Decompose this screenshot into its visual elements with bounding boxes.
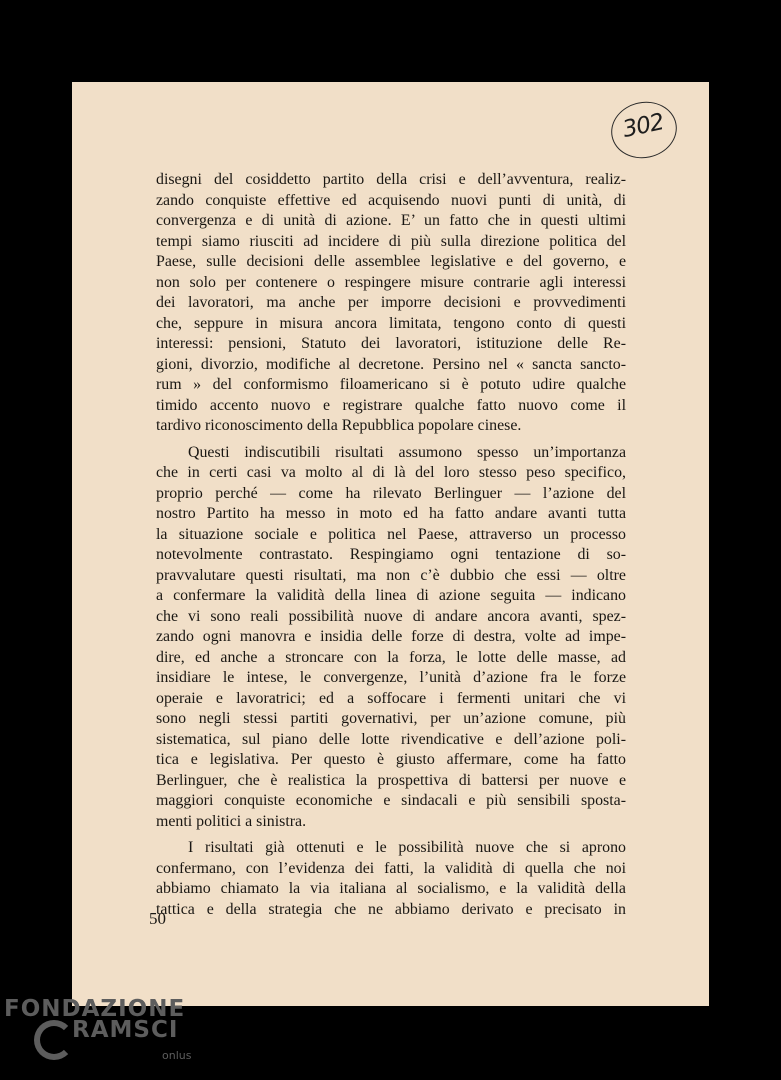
logo-line-3: onlus (162, 1049, 192, 1062)
text-line: I risultati già ottenuti e le possibilità nuove che si aprono (188, 839, 626, 856)
body-text (156, 170, 626, 920)
logo-g-icon (34, 1020, 74, 1060)
text-line: insidiare le intese, le convergenze, l’unità d’azione fra le forze (156, 669, 626, 686)
text-line: Berlinguer, che è realistica la prospettiva di battersi per nuove e (156, 771, 626, 789)
text-line: sono negli stessi partiti governativi, per un’azione comune, più (156, 710, 626, 727)
text-line: timido accento nuovo e registrare qualche fatto nuovo come il (156, 396, 626, 414)
text-line: zando conquiste effettive ed acquisendo nuovi punti di unità, di (156, 191, 626, 209)
logo-line-1: FONDAZIONE (4, 996, 186, 1022)
text-line: gioni, divorzio, modifiche al decretone. Persino nel « sancta sancto- (156, 355, 626, 373)
text-line: abbiamo chiamato la via italiana al socialismo, e la validità della (156, 880, 626, 897)
text-line: operaie e lavoratrici; ed a soffocare i fermenti unitari che vi (156, 689, 626, 707)
text-line: maggiori conquiste economiche e sindacali e più sensibili sposta- (156, 792, 626, 809)
paragraph (156, 838, 626, 920)
logo-line-2: RAMSCI (72, 1017, 179, 1043)
text-line: dei lavoratori, ma anche per imporre decisioni e provvedimenti (156, 294, 626, 311)
text-line: Paese, sulle decisioni delle assemblee legislative e del governo, e (156, 253, 626, 270)
paragraph (156, 443, 626, 833)
text-line: proprio perché — come ha rilevato Berlinguer — l’azione del (156, 484, 626, 502)
text-line: rum » del conformismo filoamericano si è potuto udire qualche (156, 376, 626, 393)
text-line: che, seppure in misura ancora limitata, tengono conto di questi (156, 314, 626, 332)
text-line: dire, ed anche a stroncare con la forza, le lotte delle masse, ad (156, 648, 626, 666)
text-line: la situazione sociale e politica nel Paese, attraverso un processo (156, 525, 626, 543)
text-line: zando ogni manovra e insidia delle forze di destra, volte ad impe- (156, 628, 626, 645)
text-line: nostro Partito ha messo in moto ed ha fatto andare avanti tutta (156, 505, 626, 522)
text-line: sistematica, sul piano delle lotte rivendicative e dell’azione poli- (156, 730, 626, 748)
text-line: tattica e della strategia che ne abbiamo derivato e precisato in (156, 900, 626, 918)
text-line: notevolmente contrastato. Respingiamo ogni tentazione di so- (156, 546, 626, 563)
text-line: non solo per contenere o respingere misure contrarie agli interessi (156, 273, 626, 291)
text-line: tica e legislativa. Per questo è giusto affermare, come ha fatto (156, 751, 626, 768)
text-line: confermano, con l’evidenza dei fatti, la validità di quella che noi (156, 859, 626, 877)
text-line: che in certi casi va molto al di là del loro stesso peso specifico, (156, 464, 626, 481)
text-line: che vi sono reali possibilità nuove di andare ancora avanti, spez- (156, 607, 626, 625)
page-number: 50 (149, 909, 166, 928)
text-line: tempi siamo riusciti ad incidere di più sulla direzione politica del (156, 232, 626, 250)
fondazione-gramsci-logo (4, 996, 204, 1076)
text-line: convergenza e di unità di azione. E’ un fatto che in questi ultimi (156, 212, 626, 229)
text-line: tardivo riconoscimento della Repubblica popolare cinese. (156, 417, 522, 434)
text-line: interessi: pensioni, Statuto dei lavoratori, istituzione delle Re- (156, 335, 626, 352)
annotation-text: 302 (620, 109, 666, 144)
text-line: pravvalutare questi risultati, ma non c’è dubbio che essi — oltre (156, 566, 626, 584)
paragraph (156, 170, 626, 437)
text-line: Questi indiscutibili risultati assumono spesso un’importanza (188, 443, 626, 461)
text-line: menti politici a sinistra. (156, 812, 307, 830)
text-line: disegni del cosiddetto partito della crisi e dell’avventura, realiz- (156, 171, 626, 188)
text-line: a confermare la validità della linea di azione seguita — indicano (156, 587, 626, 604)
